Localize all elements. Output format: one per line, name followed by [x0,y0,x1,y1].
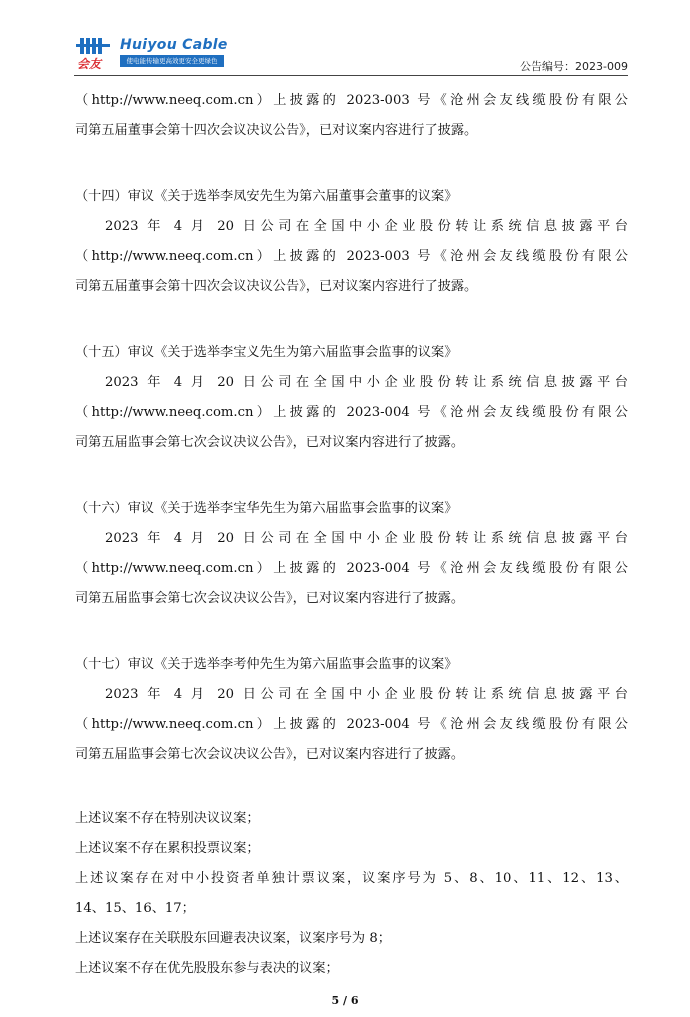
paragraph-line: 2023 年 4 月 20 日公司在全国中小企业股份转让系统信息披露平台 [105,687,628,702]
paragraph-line: （http://www.neeq.com.cn）上披露的 2023-004 号《沧州会友线缆股份有限公 [75,561,628,576]
paragraph-line: （http://www.neeq.com.cn）上披露的 2023-004 号《沧州会友线缆股份有限公 [75,717,628,732]
section-heading-15: （十五）审议《关于选举李宝义先生为第六届监事会监事的议案》 [75,345,458,360]
paragraph-gap [75,146,628,182]
summary-line: 上述议案存在对中小投资者单独计票议案，议案序号为 5、8、10、11、12、13、 [75,871,628,886]
paragraph-line: 司第五届监事会第七次会议决议公告》，已对议案内容进行了披露。 [75,591,465,606]
paragraph-gap [75,302,628,338]
paragraph-line: （http://www.neeq.com.cn）上披露的 2023-003 号《沧州会友线缆股份有限公 [75,93,628,108]
huiyou-logo-icon [74,36,114,70]
paragraph-line: （http://www.neeq.com.cn）上披露的 2023-003 号《沧州会友线缆股份有限公 [75,249,628,264]
company-logo [74,36,228,70]
page-number: 5 / 6 [331,994,359,1007]
document-body [75,86,628,984]
paragraph-line: 司第五届监事会第七次会议决议公告》，已对议案内容进行了披露。 [75,435,465,450]
paragraph-line: 2023 年 4 月 20 日公司在全国中小企业股份转让系统信息披露平台 [105,219,628,234]
logo-wordmark: Huiyou Cable [120,37,228,53]
summary-line: 上述议案存在关联股东回避表决议案，议案序号为 8； [75,931,391,946]
paragraph-line: 2023 年 4 月 20 日公司在全国中小企业股份转让系统信息披露平台 [105,531,628,546]
summary-line: 上述议案不存在累积投票议案； [75,841,260,856]
paragraph-gap [75,614,628,650]
logo-tagline: 使电能传输更高效更安全更绿色 [120,55,224,67]
paragraph-line: 司第五届董事会第十四次会议决议公告》，已对议案内容进行了披露。 [75,279,478,294]
section-heading-17: （十七）审议《关于选举李考仲先生为第六届监事会监事的议案》 [75,657,458,672]
paragraph-line: （http://www.neeq.com.cn）上披露的 2023-004 号《沧州会友线缆股份有限公 [75,405,628,420]
summary-line: 上述议案不存在特别决议议案； [75,811,260,826]
summary-line: 14、15、16、17； [75,901,195,916]
section-heading-16: （十六）审议《关于选举李宝华先生为第六届监事会监事的议案》 [75,501,458,516]
header-divider [74,75,628,76]
section-heading-14: （十四）审议《关于选举李凤安先生为第六届董事会董事的议案》 [75,189,458,204]
logo-brand-cn: 会友 [77,57,102,70]
paragraph-line: 2023 年 4 月 20 日公司在全国中小企业股份转让系统信息披露平台 [105,375,628,390]
summary-line: 上述议案不存在优先股股东参与表决的议案； [75,961,339,976]
page-header [0,0,690,80]
paragraph-gap [75,770,628,804]
paragraph-gap [75,458,628,494]
paragraph-line: 司第五届董事会第十四次会议决议公告》，已对议案内容进行了披露。 [75,123,478,138]
announcement-number: 公告编号：2023-009 [520,60,628,73]
paragraph-line: 司第五届监事会第七次会议决议公告》，已对议案内容进行了披露。 [75,747,465,762]
